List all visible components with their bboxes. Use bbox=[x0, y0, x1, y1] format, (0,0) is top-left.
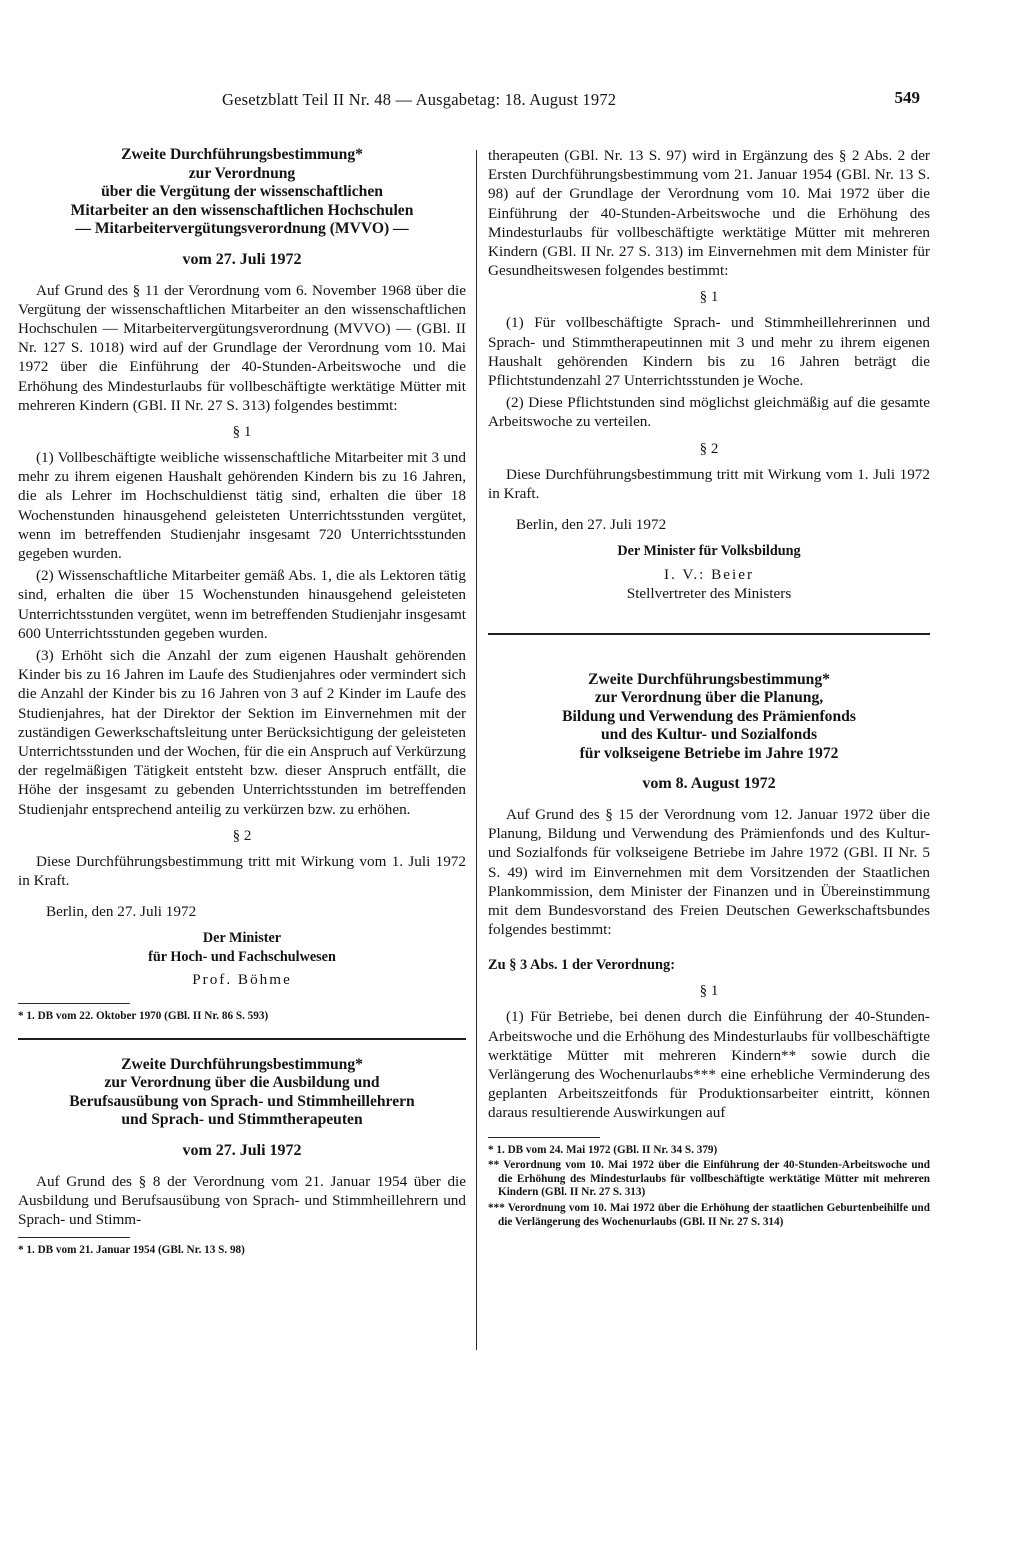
article2-preamble-continued: therapeuten (GBl. Nr. 13 S. 97) wird in Ergänzung des § 2 Abs. 2 der Ersten Durchführungsbestimmung vom 21. Januar 1954 (GBl. Nr. 13 S. 98) auf der Grundlage der Verordnung vom 10. Mai 1972 über die Einführung der 40-Stunden-Arbeitswoche und die Erhöhung des Mindesturlaubs für vollbeschäftigte werktätige Mütter mit mehreren Kindern (GBl. II Nr. 27 S. 313) im Einvernehmen mit dem Minister für Gesundheitswesen folgendes bestimmt: bbox=[488, 147, 930, 280]
article2-title-line: Zweite Durchführungsbestimmung* bbox=[121, 1055, 363, 1073]
article1-paragraph: (3) Erhöht sich die Anzahl der zum eigenen Haushalt gehörenden Kinder bis zu 16 Jahren im Laufe des Studienjahres oder vermindert sich die Anzahl der Kinder bis zu 16 Jahren von 3 auf 2 Kinder im Laufe des Studienjahres, hat der Direktor der Sektion im Einvernehmen mit der zuständigen Gewerkschaftsleitung unter Berücksichtigung der geleisteten Unterrichtsstunden und der Wochen, für die ein Anspruch auf Verkürzung der regelmäßigen Tätigkeit entsteht bzw. dieser Anspruch entfällt, die Höhe der insgesamt zu gebenden Unterrichtsstunden im betreffenden Studienjahr entsprechend anteilig zu verkürzen bzw. zu erhöhen. bbox=[18, 646, 466, 818]
article3-preamble: Auf Grund des § 15 der Verordnung vom 12. Januar 1972 über die Planung, Bildung und Verwendung des Prämienfonds und des Kultur- und Sozialfonds für volkseigene Betriebe im Jahre 1972 (GBl. II Nr. 5 S. 49) wird im Einvernehmen mit dem Vorsitzenden der Staatlichen Plankommission, dem Minister der Finanzen und in Übereinstimmung mit dem Bundesvorstand des Freien Deutschen Gewerkschaftsbundes folgendes bestimmt: bbox=[488, 806, 930, 939]
article2-signature bbox=[488, 542, 930, 603]
column-divider bbox=[476, 150, 477, 1350]
article3-title-line: Zweite Durchführungsbestimmung* bbox=[588, 670, 830, 688]
footnote-rule bbox=[18, 1003, 130, 1004]
article1-title-line: Mitarbeiter an den wissenschaftlichen Hochschulen bbox=[70, 201, 414, 219]
article2-paragraph: (1) Für vollbeschäftigte Sprach- und Stimmheillehrerinnen und Sprach- und Stimmtherapeutinnen mit 3 und mehr zu ihrem eigenen Haushalt gehörenden Kindern bis zu 16 Jahren beträgt die Pflichtstundenzahl 27 Unterrichtsstunden je Woche. bbox=[488, 314, 930, 390]
right-column bbox=[488, 146, 930, 1229]
article1-title-line: zur Verordnung bbox=[188, 164, 296, 182]
article2-paragraph: (2) Diese Pflichtstunden sind möglichst gleichmäßig auf die gesamte Arbeitswoche zu verteilen. bbox=[488, 394, 930, 431]
article1-footnote: * 1. DB vom 22. Oktober 1970 (GBl. II Nr. 86 S. 593) bbox=[18, 1010, 269, 1023]
article2-preamble-start: Auf Grund des § 8 der Verordnung vom 21. Januar 1954 über die Ausbildung und Berufsausübung von Sprach- und Stimmheillehrern und Sprach- und Stimm- bbox=[18, 1172, 466, 1229]
page-header bbox=[200, 90, 920, 116]
page-number: 549 bbox=[894, 88, 920, 107]
article3-paragraph: (1) Für Betriebe, bei denen durch die Einführung der 40-Stunden-Arbeitswoche und die Erhöhung des Mindesturlaubs für vollbeschäftigte werktätige Mütter mit mehreren Kindern** sowie durch die Verlängerung des Wochenurlaubs*** eine erhebliche Verminderung des geplanten Arbeitszeitfonds für Produktionsarbeiter eintritt, können daraus resultierende Auswirkungen auf bbox=[488, 1008, 930, 1122]
footnote-rule bbox=[488, 1137, 600, 1138]
article1-paragraph: (2) Wissenschaftliche Mitarbeiter gemäß Abs. 1, die als Lektoren tätig sind, erhalten die über 15 Wochenstunden hinausgehend geleisteten Unterrichtsstunden vergütet, wenn im betreffenden Studienjahr insgesamt 600 Unterrichtsstunden gegeben wurden. bbox=[18, 567, 466, 642]
left-column bbox=[18, 146, 466, 1258]
article2-footnote: * 1. DB vom 21. Januar 1954 (GBl. Nr. 13 S. 98) bbox=[18, 1244, 245, 1257]
article3-title-line: und des Kultur- und Sozialfonds bbox=[600, 726, 818, 744]
article3-date: vom 8. August 1972 bbox=[642, 775, 776, 793]
article1-signature bbox=[18, 929, 466, 989]
signature-title: Der Minister für Volksbildung bbox=[617, 543, 801, 560]
article3-title-line: für volkseigene Betriebe im Jahre 1972 bbox=[579, 744, 839, 762]
article1-title-line: — Mitarbeitervergütungsverordnung (MVVO) — bbox=[75, 220, 409, 237]
article2-effective: Diese Durchführungsbestimmung tritt mit Wirkung vom 1. Juli 1972 in Kraft. bbox=[488, 465, 930, 502]
article2-title-line: zur Verordnung über die Ausbildung und bbox=[104, 1074, 380, 1092]
article1-preamble: Auf Grund des § 11 der Verordnung vom 6. November 1968 über die Vergütung der wissenschaftlichen Mitarbeiter an den wissenschaftlichen Hochschulen — Mitarbeitervergütungsverordnung (MVVO) — (GBl. II Nr. 127 S. 1018) wird auf der Grundlage der Verordnung vom 10. Mai 1972 über die Einführung der 40-Stunden-Arbeitswoche und die Erhöhung des Mindesturlaubs für vollbeschäftigte werktätige Mütter mit mehreren Kindern (GBl. II Nr. 27 S. 313) folgendes bestimmt: bbox=[18, 281, 466, 414]
article1-date: vom 27. Juli 1972 bbox=[182, 250, 302, 268]
article3-footnote: * 1. DB vom 24. Mai 1972 (GBl. II Nr. 34 S. 379) bbox=[488, 1143, 718, 1156]
article2-title bbox=[18, 1056, 466, 1130]
signature-role: Stellvertreter des Ministers bbox=[626, 584, 792, 602]
article2-place-date: Berlin, den 27. Juli 1972 bbox=[516, 516, 667, 534]
article1-paragraph: (1) Vollbeschäftigte weibliche wissenschaftliche Mitarbeiter mit 3 und mehr zu ihrem eigenen Haushalt gehörenden Kindern bis zu 16 Jahren, die als Lehrer im Hochschuldienst tätig sind, erhalten die über 18 Wochenstunden hinausgehend geleisteten Unterrichtsstunden vergütet, wenn im betreffenden Studienjahr insgesamt 720 Unterrichtsstunden gegeben wurden. bbox=[18, 448, 466, 562]
signature-title: Der Minister bbox=[202, 930, 282, 947]
article1-title bbox=[18, 146, 466, 239]
article1-section-1: § 1 bbox=[232, 423, 252, 440]
article2-title-line: und Sprach- und Stimmtherapeuten bbox=[121, 1111, 363, 1129]
article1-title-line: Zweite Durchführungsbestimmung* bbox=[121, 146, 363, 163]
article3-footnote: *** Verordnung vom 10. Mai 1972 über die Erhöhung der staatlichen Geburtenbeihilfe und die Verlängerung des Wochenurlaubs (GBl. II Nr. 27 S. 314) bbox=[488, 1202, 930, 1228]
article2-section-1: § 1 bbox=[699, 289, 719, 306]
article3-footnote: ** Verordnung vom 10. Mai 1972 über die Einführung der 40-Stunden-Arbeitswoche und die Erhöhung des Mindesturlaubs für vollbeschäftigte werktätige Mütter mit mehreren Kindern (GBl. II Nr. 27 S. 313) bbox=[488, 1159, 930, 1199]
article-separator bbox=[488, 633, 930, 635]
article2-section-2: § 2 bbox=[699, 440, 719, 457]
article3-title-line: zur Verordnung über die Planung, bbox=[594, 689, 824, 707]
article2-date: vom 27. Juli 1972 bbox=[182, 1141, 302, 1159]
article1-title-line: über die Vergütung der wissenschaftlichen bbox=[101, 183, 383, 200]
footnote-rule bbox=[18, 1237, 130, 1238]
signature-title: für Hoch- und Fachschulwesen bbox=[148, 948, 336, 965]
running-head: Gesetzblatt Teil II Nr. 48 — Ausgabetag: 18. August 1972 bbox=[222, 90, 617, 109]
signature-name: I. V.: Beier bbox=[663, 565, 755, 583]
article1-effective: Diese Durchführungsbestimmung tritt mit Wirkung vom 1. Juli 1972 in Kraft. bbox=[18, 852, 466, 889]
article3-title-line: Bildung und Verwendung des Prämienfonds bbox=[562, 707, 856, 725]
article3-title bbox=[488, 671, 930, 764]
article1-place-date: Berlin, den 27. Juli 1972 bbox=[46, 903, 197, 921]
article-separator bbox=[18, 1038, 466, 1040]
article3-subheading: Zu § 3 Abs. 1 der Verordnung: bbox=[488, 957, 675, 974]
signature-name: Prof. Böhme bbox=[192, 971, 292, 989]
article3-section-1: § 1 bbox=[699, 983, 719, 1000]
article2-title-line: Berufsausübung von Sprach- und Stimmheillehrern bbox=[69, 1092, 415, 1110]
article1-section-2: § 2 bbox=[232, 827, 252, 844]
